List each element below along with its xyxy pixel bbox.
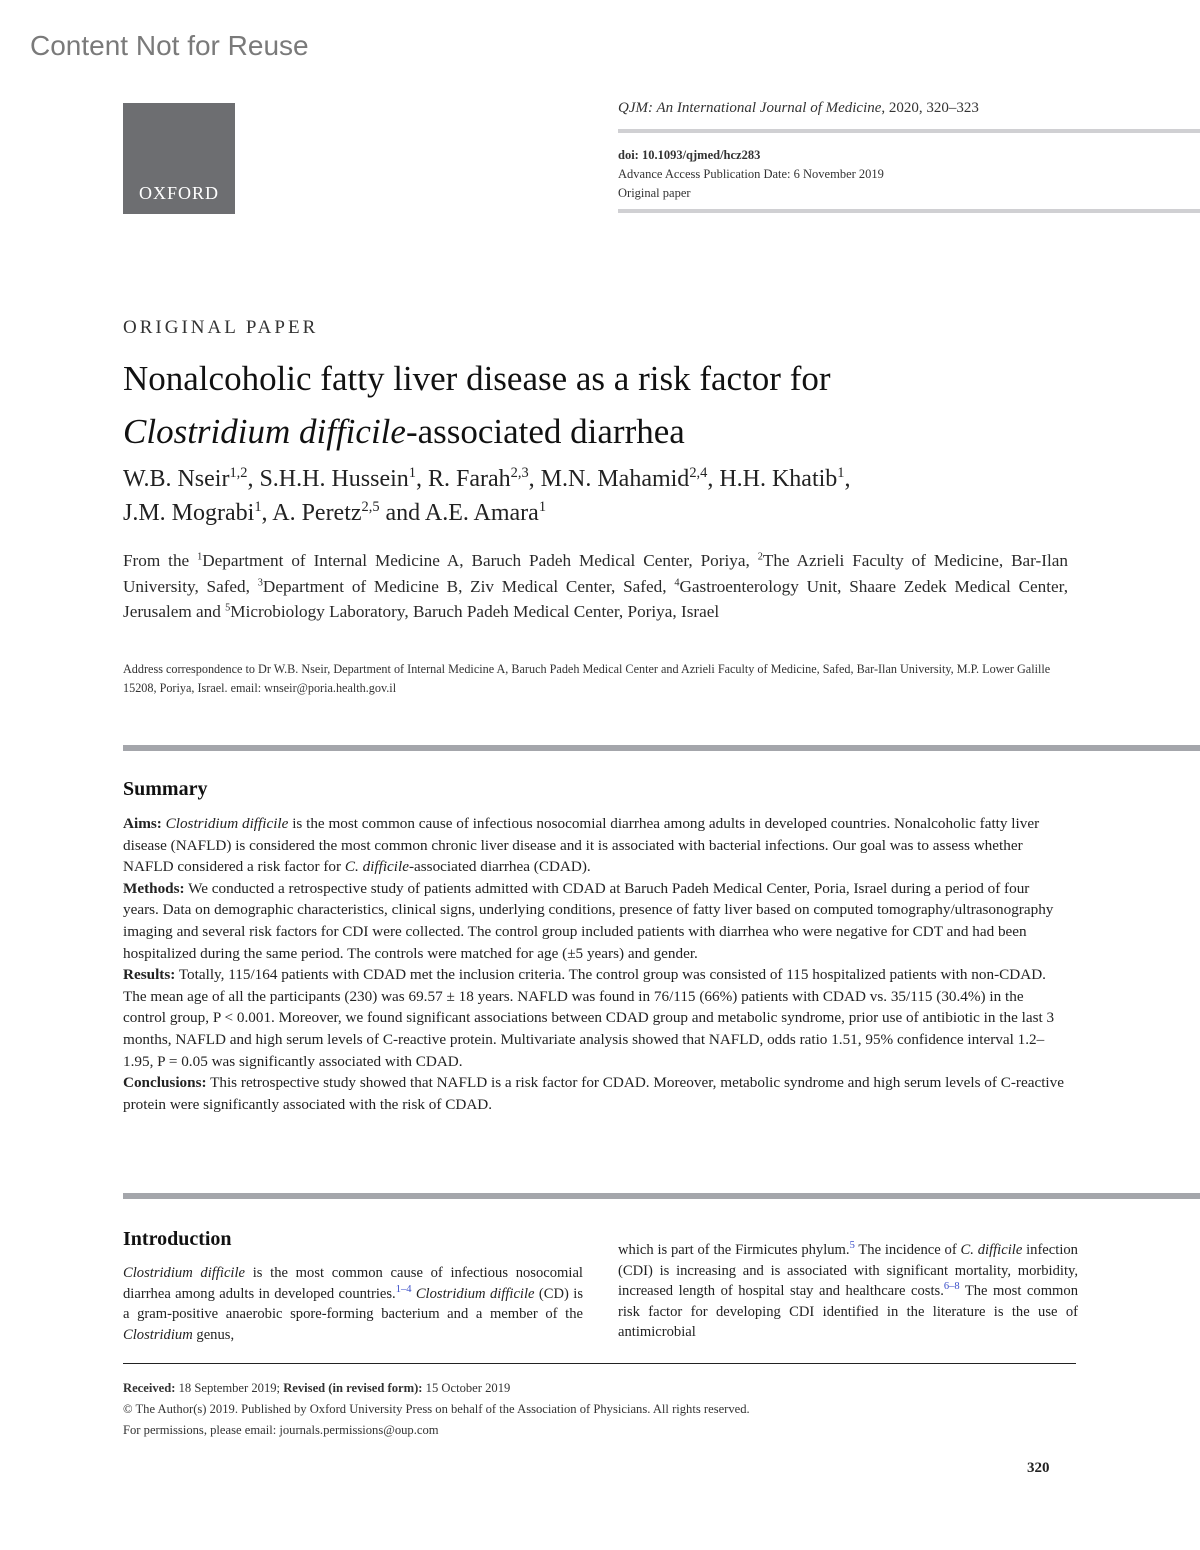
summary-methods: Methods: We conducted a retrospective study of patients admitted with CDAD at Baruch Padeh Medical Center, Poria, Israel during a period of four years. Data on demographic characteristics, clinical signs, underlying conditions, presence of fatty liver based on computed tomography/ultrasonography imaging and several risk factors for CDI were collected. The control group included patients with diarrhea who were negative for CDT and had been hospitalized during the same period. The controls were matched for age (±5 years) and gender.: [123, 879, 1054, 962]
affiliations: From the $^1$Department of Internal Medicine A, Baruch Padeh Medical Center, Poriya, $^2$The Azrieli Faculty of Medicine, Bar-Ilan University, Safed, $^3$Department of Medicine B, Ziv Medical Center, Safed, $^4$Gastroenterology Unit, Shaare Zedek Medical Center, Jerusalem and $^5$Microbiology Laboratory, Baruch Padeh Medical Center, Poriya, Israel: [123, 551, 1068, 621]
section-label: ORIGINAL PAPER: [123, 317, 319, 338]
author[interactable]: S.H.H. Hussein$^1$: [259, 465, 416, 492]
reference-link[interactable]: 5: [849, 1240, 855, 1252]
author[interactable]: A. Peretz$^{2,5}$: [272, 499, 380, 526]
footer-rule: [123, 1363, 1076, 1364]
journal-name: QJM: An International Journal of Medicine: [618, 100, 882, 116]
copyright: © The Author(s) 2019. Published by Oxford University Press on behalf of the Association of Physicians. All rights reserved.: [123, 1402, 750, 1416]
summary-conclusions: Conclusions: This retrospective study showed that NAFLD is a risk factor for CDAD. Moreover, metabolic syndrome and high serum levels of C-reactive protein were significantly associated with the risk of CDAD.: [123, 1074, 1064, 1113]
reference-link[interactable]: 6–8: [943, 1281, 960, 1293]
introduction-heading: Introduction: [123, 1228, 232, 1250]
author[interactable]: A.E. Amara$^1$: [424, 499, 547, 526]
title-line-2: [123, 405, 1083, 458]
journal-citation: [618, 100, 979, 117]
summary-rule-bottom: [123, 1193, 1200, 1199]
introduction-column-1: Clostridium difficile is the most common cause of infectious nosocomial diarrhea among adults in developed countries.$^{1-4}$ Clostridium difficile (CD) is a gram-positive anaerobic spore-forming bacterium and a member of the Clostridium genus,: [123, 1265, 583, 1343]
title-line-1: Nonalcoholic fatty liver disease as a risk factor for: [123, 359, 831, 398]
article-meta: [618, 146, 884, 203]
author[interactable]: M.N. Mahamid$^{2,4}$: [540, 465, 708, 492]
author-list: W.B. Nseir$^{1,2}$, S.H.H. Hussein$^1$, R. Farah$^{2,3}$, M.N. Mahamid$^{2,4}$, H.H. Khatib$^1$, J.M. Mograbi$^1$, A. Peretz$^{2,5}$ and A.E. Amara$^1$: [123, 465, 851, 526]
article-title: [123, 352, 1083, 458]
oxford-logo: [123, 103, 235, 214]
header-rule-top: [618, 129, 1200, 133]
introduction-column-2: which is part of the Firmicutes phylum.$^5$ The incidence of C. difficile infection (CDI) is increasing and is associated with significant mortality, morbidity, increased length of hospital stay and healthcare costs.$^{6-8}$ The most common risk factor for developing CDI identified in the literature is the use of antimicrobial: [618, 1240, 1078, 1340]
author[interactable]: H.H. Khatib$^1$: [719, 465, 845, 492]
summary-body: [123, 813, 1068, 1115]
logo-text: OXFORD: [138, 183, 219, 203]
watermark: Content Not for Reuse: [30, 30, 309, 61]
footer: [123, 1378, 750, 1441]
received-dates: Received: 18 September 2019; Revised (in revised form): 15 October 2019: [123, 1381, 511, 1395]
reference-link[interactable]: 1–4: [395, 1283, 412, 1295]
author[interactable]: W.B. Nseir$^{1,2}$: [123, 465, 248, 492]
page-number: 320: [1027, 1460, 1050, 1476]
title-italic: Clostridium difficile: [123, 412, 406, 451]
header-rule-bottom: [618, 209, 1200, 213]
article-type: Original paper: [618, 186, 691, 200]
summary-rule-top: [123, 745, 1200, 751]
summary-results: Results: Totally, 115/164 patients with CDAD met the inclusion criteria. The control group was consisted of 115 hospitalized patients with non-CDAD. The mean age of all the participants (230) was 69.57 ± 18 years. NAFLD was found in 76/115 (66%) patients with CDAD vs. 35/115 (30.4%) in the control group, P < 0.001. Moreover, we found significant associations between CDAD group and metabolic syndrome, prior use of antibiotic in the last 3 months, NAFLD and high serum levels of C-reactive protein. Multivariate analysis showed that NAFLD, odds ratio 1.51, 95% confidence interval 1.2–1.95, P = 0.05 was significantly associated with CDAD.: [123, 966, 1055, 1070]
author[interactable]: R. Farah$^{2,3}$: [428, 465, 529, 492]
summary-heading: Summary: [123, 778, 208, 800]
correspondence-address: Address correspondence to Dr W.B. Nseir, Department of Internal Medicine A, Baruch Padeh Medical Center and Azrieli Faculty of Medicine, Safed, Bar-Ilan University, M.P. Lower Galille 15208, Poriya, Israel. email: wnseir@poria.health.gov.il: [123, 662, 1051, 695]
title-rest: -associated diarrhea: [405, 412, 685, 451]
journal-info: , 2020, 320–323: [881, 100, 979, 116]
summary-aims: Aims: Clostridium difficile is the most common cause of infectious nosocomial diarrhea among adults in developed countries. Nonalcoholic fatty liver disease (NAFLD) is considered the most common chronic liver disease and it is associated with bacterial infections. Our goal was to assess whether NAFLD considered a risk factor for C. difficile-associated diarrhea (CDAD).: [123, 815, 1040, 876]
access-date: Advance Access Publication Date: 6 November 2019: [618, 167, 884, 181]
permissions: For permissions, please email: journals.permissions@oup.com: [123, 1423, 439, 1437]
doi[interactable]: doi: 10.1093/qjmed/hcz283: [618, 148, 761, 162]
author[interactable]: J.M. Mograbi$^1$: [123, 499, 262, 526]
